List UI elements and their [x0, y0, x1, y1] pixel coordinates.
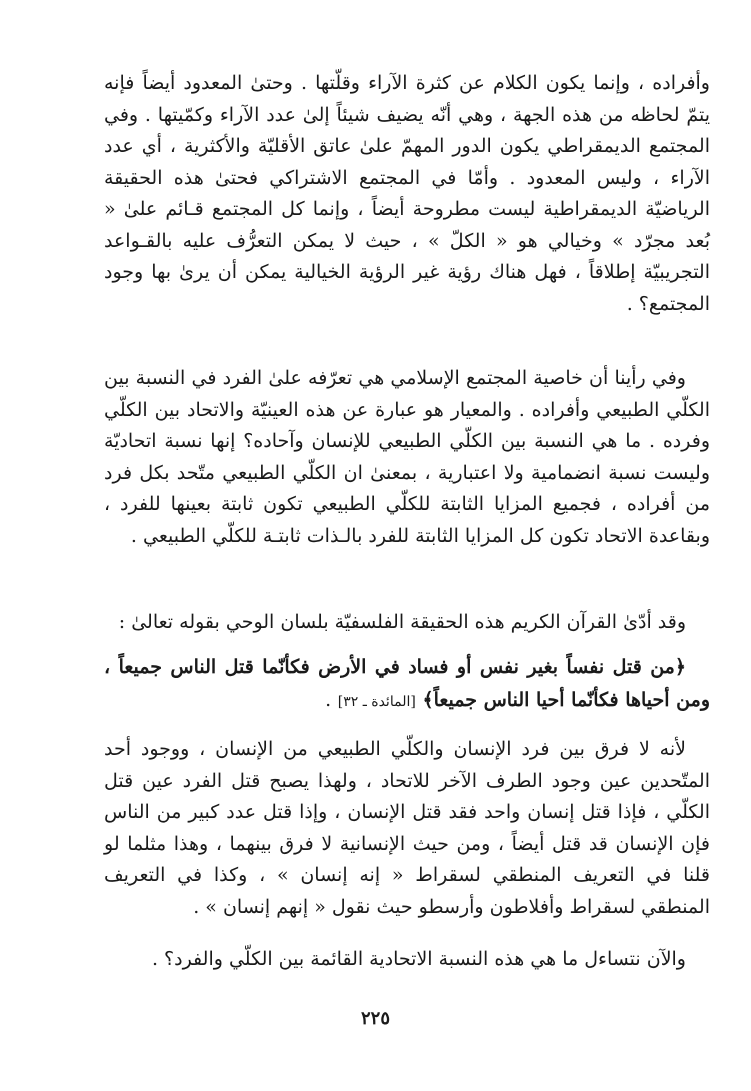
page-number: ٢٢٥: [360, 1008, 390, 1029]
paragraph-1: وأفراده ، وإنما يكون الكلام عن كثرة الآراء وقلّتها . وحتىٰ المعدود أيضاً فإنه يتمّ لحاظه من هذه الجهة ، وهي أنّه يضيف شيئاً إلىٰ عدد الآراء وكمّيتها . وفي المجتمع الديمقراطي يكون الدور المهمّ علىٰ عاتق الأقليّة والأكثرية ، أي عدد الآراء ، وليس المعدود . وأمّا في المجتمع الاشتراكي فحتىٰ هذه الحقيقة الرياضيّة الديمقراطية ليست مطروحة أيضاً ، وإنما كل المجتمع قـائم علىٰ « بُعد مجرّد » وخيالي هو « الكلّ » ، حيث لا يمكن التعرُّف عليه بالقـواعد التجريبيّة إطلاقاً ، فهل هناك رؤية غير الرؤية الخيالية يمكن أن يرىٰ بها وجود المجتمع؟ .: [104, 72, 710, 315]
paragraph-4: لأنه لا فرق بين فرد الإنسان والكلّي الطبيعي من الإنسان ، ووجود أحد المتّحدين عين وجود الطرف الآخر للاتحاد ، ولهذا يصبح قتل الفرد عين قتل الكلّي ، فإذا قتل إنسان واحد فقد قتل الإنسان ، وإذا قتل عدد كبير من الناس فإن الإنسان قد قتل أيضاً ، ومن حيث الإنسانية لا فرق بينهما ، وهذا مثلما لو قلنا في التعريف المنطقي لسقراط « إنه إنسان » ، وكذا في التعريف المنطقي لسقراط وأفلاطون وأرسطو حيث نقول « إنهم إنسان » .: [104, 738, 710, 918]
paragraph-2: وفي رأينا أن خاصية المجتمع الإسلامي هي تعرّفه علىٰ الفرد في النسبة بين الكلّي الطبيعي وأفراده . والمعيار هو عبارة عن هذه العينيّة والاتحاد بين الكلّي وفرده . ما هي النسبة بين الكلّي الطبيعي للإنسان وآحاده؟ إنها نسبة اتحاديّة وليست نسبة انضمامية ولا اعتبارية ، بمعنىٰ ان الكلّي الطبيعي متّحد بكل فرد من أفراده ، فجميع المزايا الثابتة للكلّي الطبيعي تكون ثابتة بعينها للفرد ، وبقاعدة الاتحاد تكون كل المزايا الثابتة للفرد بالـذات ثابتـة للكلّي الطبيعي .: [104, 367, 710, 547]
paragraph-3: وقد أدّىٰ القرآن الكريم هذه الحقيقة الفلسفيّة بلسان الوحي بقوله تعالىٰ :: [118, 611, 686, 633]
quran-reference: [المائدة ـ ٣٢]: [337, 694, 416, 710]
quran-verse: [104, 651, 710, 719]
quran-verse-end: .: [325, 689, 332, 711]
quran-verse-text: ﴿من قتل نفساً بغير نفس أو فساد في الأرض فكأنّما قتل الناس جميعاً ، ومن أحياها فكأنّما أحيا الناس جميعاً﴾: [104, 656, 710, 711]
paragraph-5: والآن نتساءل ما هي هذه النسبة الاتحادية القائمة بين الكلّي والفرد؟ .: [151, 948, 686, 970]
